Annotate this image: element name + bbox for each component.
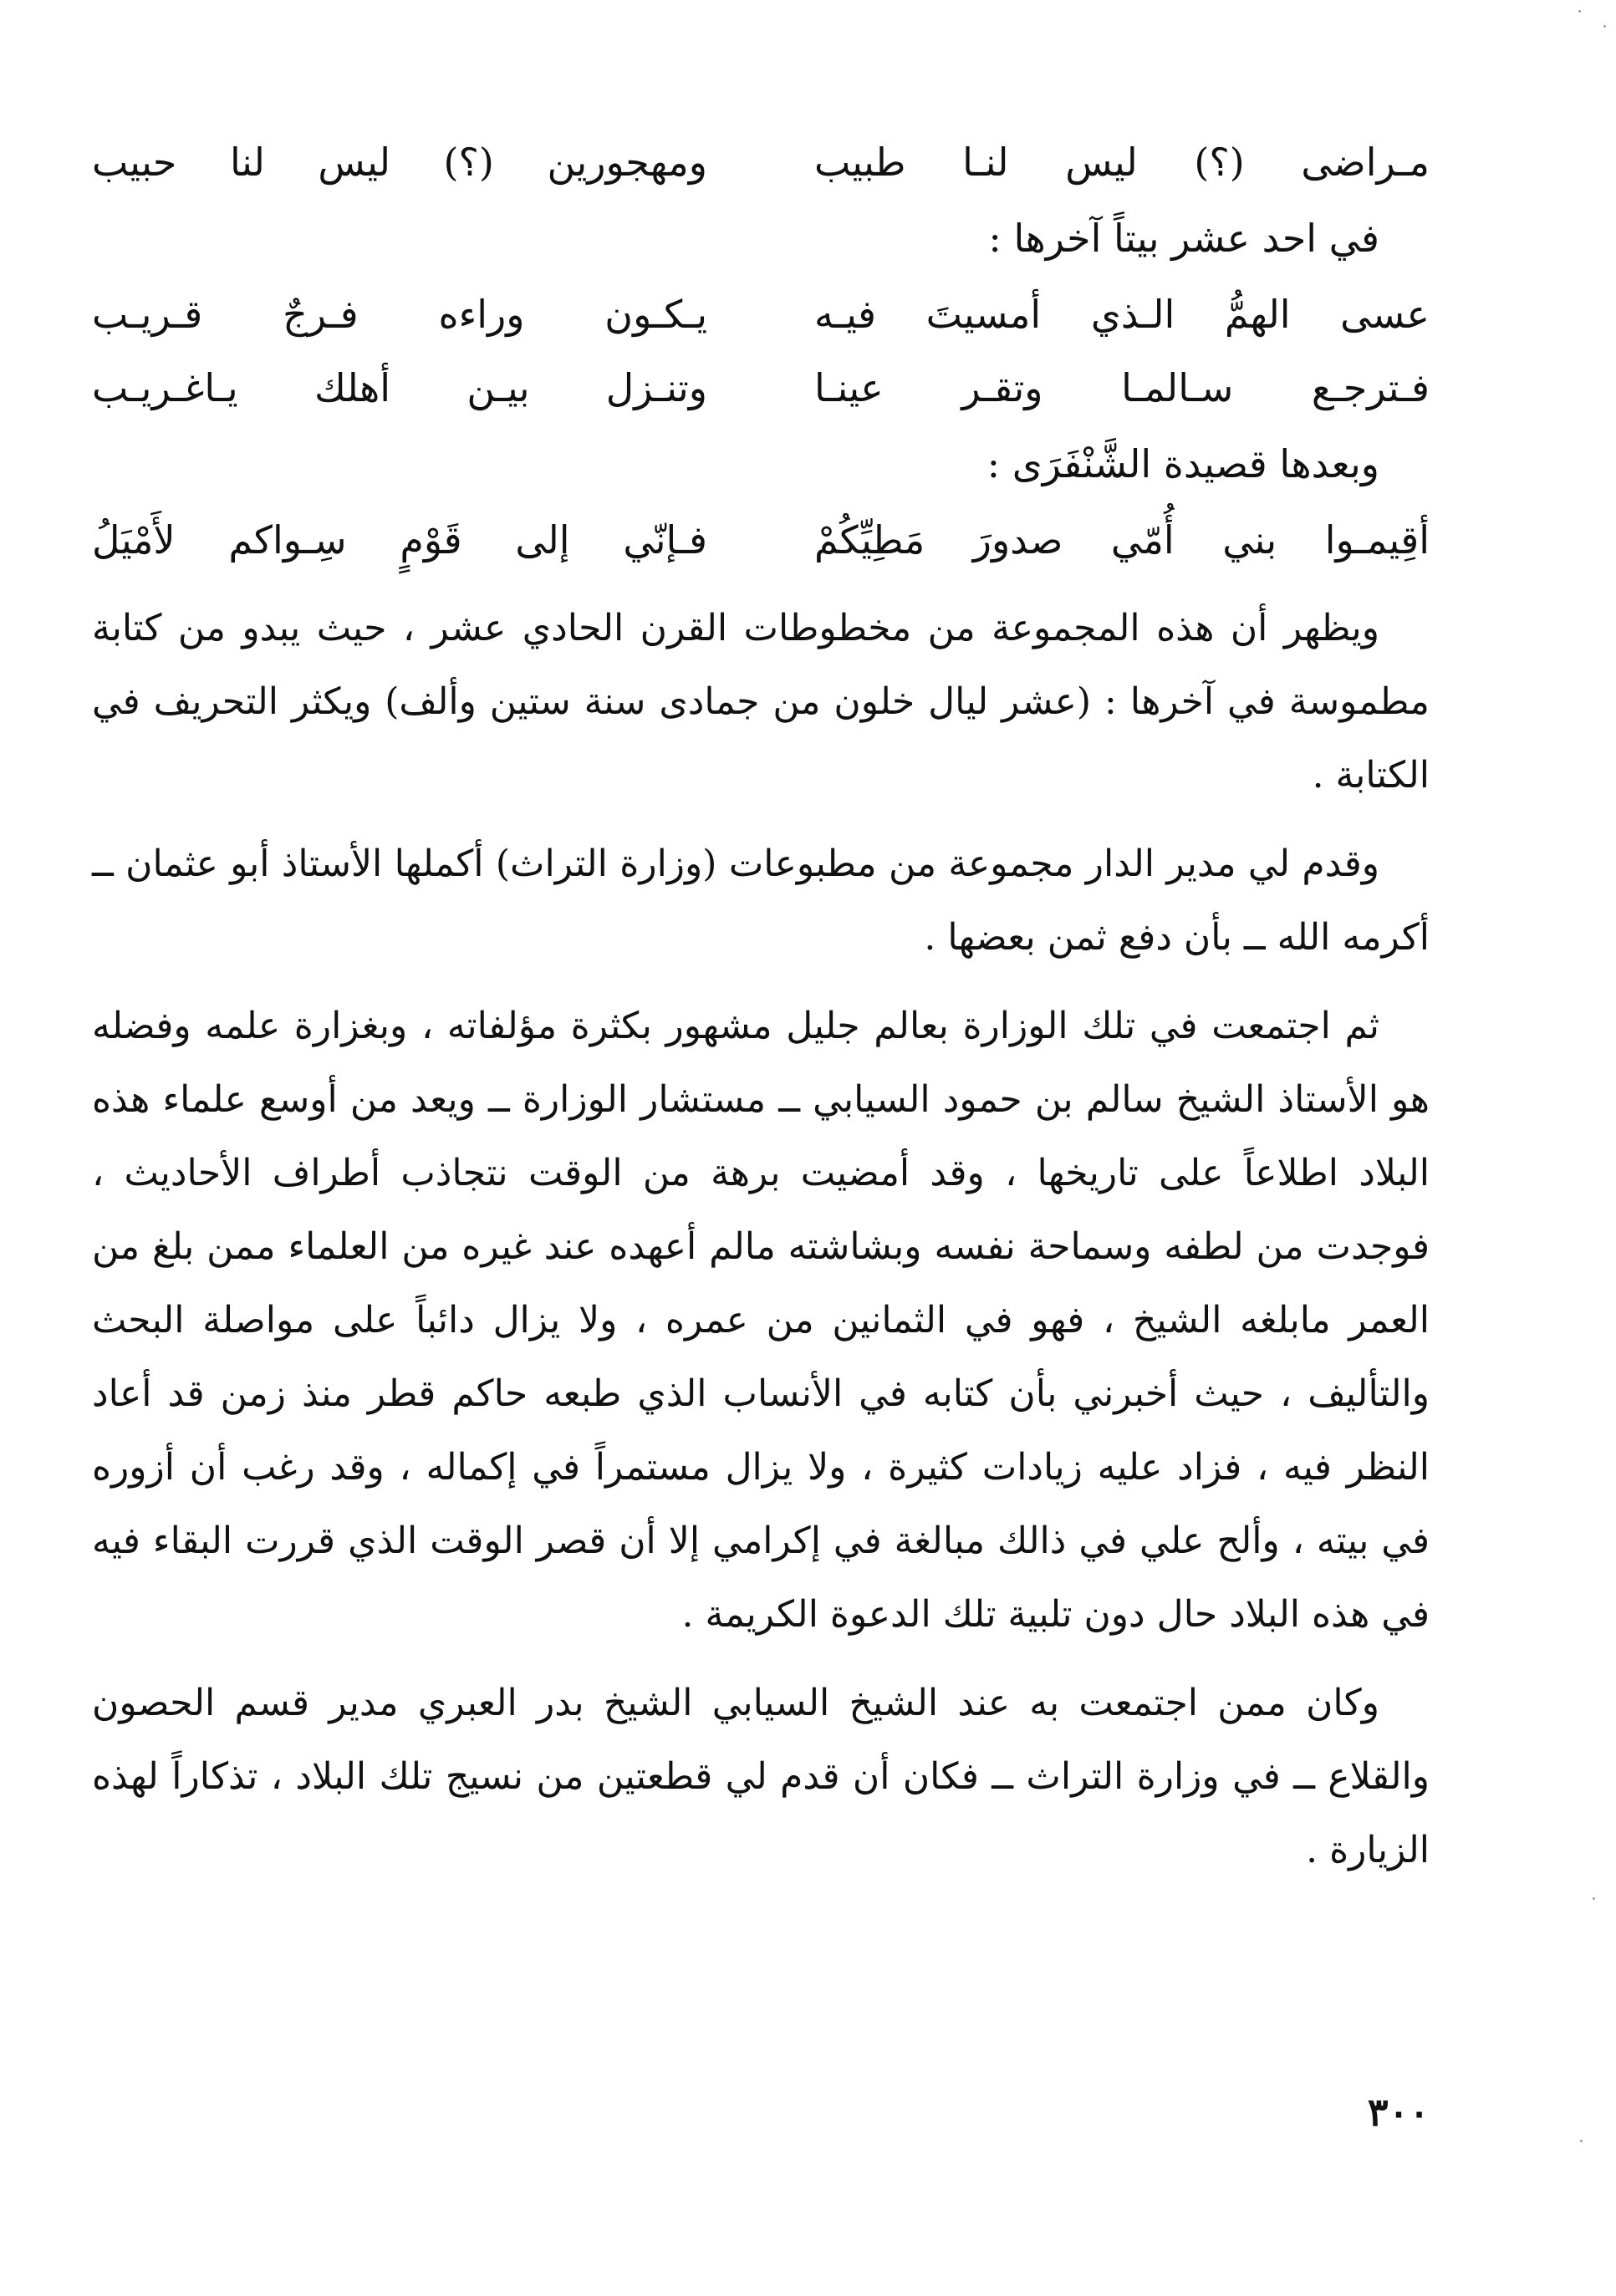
paragraph-sheikh-siyabi: ثم اجتمعت في تلك الوزارة بعالم جليل مشهور بكثرة مؤلفاته ، وبغزارة علمه وفضله هو الأستاذ الشيخ سالم بن حمود السيابي ــ مستشار الوزارة ــ ويعد من أوسع علماء هذه البلاد اطلاعاً على تاريخها ، وقد أمضيت برهة من الوقت نتجاذب أطراف الأحاديث ، فوجدت من لطفه وسماحة نفسه وبشاشته مالم أعهده عند غيره من العلماء ممن بلغ من العمر مابلغه الشيخ ، فهو في الثمانين من عمره ، ولا يزال دائباً على مواصلة البحث والتأليف ، حيث أخبرني بأن كتابه في الأنساب الذي طبعه حاكم قطر منذ زمن قد أعاد النظر فيه ، فزاد عليه زيادات كثيرة ، ولا يزال مستمراً في إكماله ، وقد رغب أن أزوره في بيته ، وألح علي في ذالك مبالغة في إكرامي إلا أن قصر الوقت الذي قررت البقاء فيه في هذه البلاد حال دون تلبية تلك الدعوة الكريمة . — [92, 1005, 1430, 1636]
verse-1 — [92, 125, 1430, 199]
verse-3 — [92, 351, 1430, 425]
verse-4-second-hemistich: فـإنّي إلى قَوْمٍ سِـواكم لأَمْيَلُ — [92, 517, 707, 563]
scan-speck — [1580, 2140, 1583, 2142]
scan-speck — [1603, 25, 1606, 28]
verse-2-second-hemistich: يـكـون وراءه فـرجٌ قـريـب — [92, 292, 707, 337]
verse-1-first-hemistich: مـراضى (؟) ليس لنـا طبيب — [814, 140, 1430, 185]
paragraph-ministry-publications: وقدم لي مدير الدار مجموعة من مطبوعات (وزارة التراث) أكملها الأستاذ أبو عثمان ــ أكرمه الله ــ بأن دفع ثمن بعضها . — [92, 843, 1430, 959]
scan-speck — [1578, 10, 1581, 13]
paragraph-manuscript-date: ويظهر أن هذه المجموعة من مخطوطات القرن الحادي عشر ، حيث يبدو من كتابة مطموسة في آخرها : (عشر ليال خلون من جمادى سنة ستين وألف) ويكثر التحريف في الكتابة . — [92, 607, 1430, 797]
verse-2 — [92, 277, 1430, 351]
scan-speck — [1593, 1897, 1595, 1900]
verse-2-first-hemistich: عسى الهمُّ الـذي أمسيتَ فيـه — [814, 292, 1430, 337]
verse-1-second-hemistich: ومهجورين (؟) ليس لنا حبيب — [92, 140, 707, 185]
verse-3-second-hemistich: وتنـزل بيـن أهلك يـاغـريـب — [92, 365, 707, 410]
page-number: ٣٠٠ — [1367, 2090, 1430, 2135]
paragraph-sheikh-badr: وكان ممن اجتمعت به عند الشيخ السيابي الشيخ بدر العبري مدير قسم الحصون والقلاع ــ في وزارة التراث ــ فكان أن قدم لي قطعتين من نسيج تلك البلاد ، تذكاراً لهذه الزيارة . — [92, 1682, 1430, 1871]
intro-line-2: وبعدها قصيدة الشَّنْفَرَى : — [986, 441, 1379, 486]
document-page — [92, 125, 1430, 2232]
verse-4 — [92, 503, 1430, 577]
verse-3-first-hemistich: فـترجـع سـالمـا وتقـر عينـا — [814, 365, 1430, 410]
intro-line-1: في احد عشر بيتاً آخرها : — [988, 216, 1379, 261]
verse-4-first-hemistich: أقِيمـوا بني أُمّي صدورَ مَطِيِّكُمْ — [814, 517, 1430, 563]
